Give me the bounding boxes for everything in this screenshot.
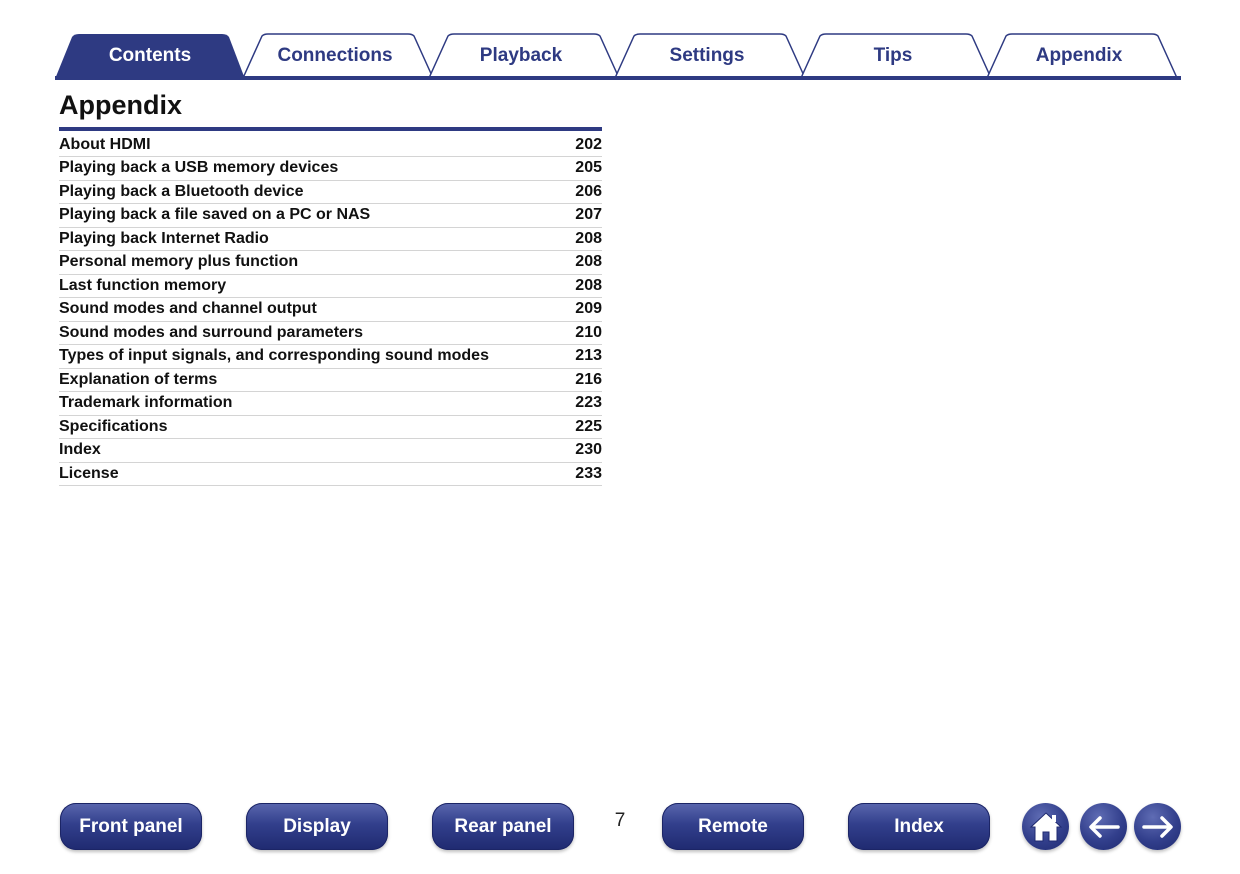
tab-bar (0, 0, 1240, 82)
home-icon (1028, 810, 1064, 844)
toc-item-page: 208 (575, 253, 602, 271)
toc-item-label: About HDMI (59, 136, 151, 153)
toc-item-page: 206 (575, 182, 602, 200)
toc-item-label: Playing back Internet Radio (59, 229, 269, 247)
toc-item-trademark[interactable] (59, 392, 602, 416)
toc-item-label: Last function memory (59, 276, 227, 294)
section-title: Appendix (59, 90, 183, 120)
toc-item-bluetooth[interactable] (59, 181, 602, 205)
toc-item-page: 205 (575, 159, 602, 177)
toc-item-label: Types of input signals, and corresponding sound modes (59, 347, 489, 365)
toc-item-specifications[interactable] (59, 416, 602, 440)
toc-item-pc-nas[interactable] (59, 204, 602, 228)
toc-item-license[interactable] (59, 463, 602, 487)
toc-item-page: 225 (575, 417, 602, 435)
toc-item-page: 209 (575, 300, 602, 318)
index-button[interactable]: Index (848, 803, 990, 850)
tab-playback[interactable]: Playback (479, 45, 563, 66)
toc-item-label: Personal memory plus function (59, 253, 299, 271)
toc-item-page: 216 (575, 370, 602, 388)
toc-item-page: 208 (575, 229, 602, 247)
toc-item-personal-memory[interactable] (59, 251, 602, 275)
toc-item-label: Sound modes and surround parameters (59, 323, 364, 341)
toc-item-page: 233 (575, 464, 602, 482)
toc-item-index[interactable] (59, 439, 602, 463)
toc-item-label: License (59, 464, 119, 482)
back-button[interactable] (1080, 803, 1127, 850)
tab-connections[interactable]: Connections (277, 45, 393, 66)
toc-item-about-hdmi[interactable] (59, 134, 602, 157)
toc-list (59, 134, 602, 486)
toc-item-page: 207 (575, 206, 602, 224)
toc-item-label: Playing back a file saved on a PC or NAS (59, 206, 371, 224)
toc-item-label: Explanation of terms (59, 370, 218, 388)
toc-item-label: Sound modes and channel output (59, 300, 317, 318)
tab-contents[interactable]: Contents (108, 45, 192, 66)
toc-item-label: Trademark information (59, 394, 233, 412)
tab-tips[interactable]: Tips (873, 45, 913, 66)
arrow-left-icon (1087, 815, 1121, 839)
title-underline (59, 127, 602, 131)
toc-item-page: 210 (575, 323, 602, 341)
toc-item-terms[interactable] (59, 369, 602, 393)
arrow-right-icon (1141, 815, 1175, 839)
remote-button[interactable]: Remote (662, 803, 804, 850)
toc-item-internet-radio[interactable] (59, 228, 602, 252)
toc-item-label: Playing back a USB memory devices (59, 159, 339, 177)
toc-item-channel-output[interactable] (59, 298, 602, 322)
toc-item-label: Specifications (59, 417, 168, 435)
toc-item-usb-memory[interactable] (59, 157, 602, 181)
toc-item-page: 208 (575, 276, 602, 294)
toc-item-last-function[interactable] (59, 275, 602, 299)
front-panel-button[interactable]: Front panel (60, 803, 202, 850)
toc-item-page: 202 (575, 136, 602, 153)
toc-item-label: Index (59, 441, 101, 459)
page-number: 7 (614, 810, 626, 831)
tab-settings[interactable]: Settings (669, 45, 745, 66)
toc-item-input-signals[interactable] (59, 345, 602, 369)
rear-panel-button[interactable]: Rear panel (432, 803, 574, 850)
toc-item-label: Playing back a Bluetooth device (59, 182, 304, 200)
toc-item-page: 223 (575, 394, 602, 412)
toc-item-page: 230 (575, 441, 602, 459)
display-button[interactable]: Display (246, 803, 388, 850)
forward-button[interactable] (1134, 803, 1181, 850)
home-button[interactable] (1022, 803, 1069, 850)
tab-appendix[interactable]: Appendix (1035, 45, 1123, 66)
toc-item-page: 213 (575, 347, 602, 365)
toc-item-surround-parameters[interactable] (59, 322, 602, 346)
